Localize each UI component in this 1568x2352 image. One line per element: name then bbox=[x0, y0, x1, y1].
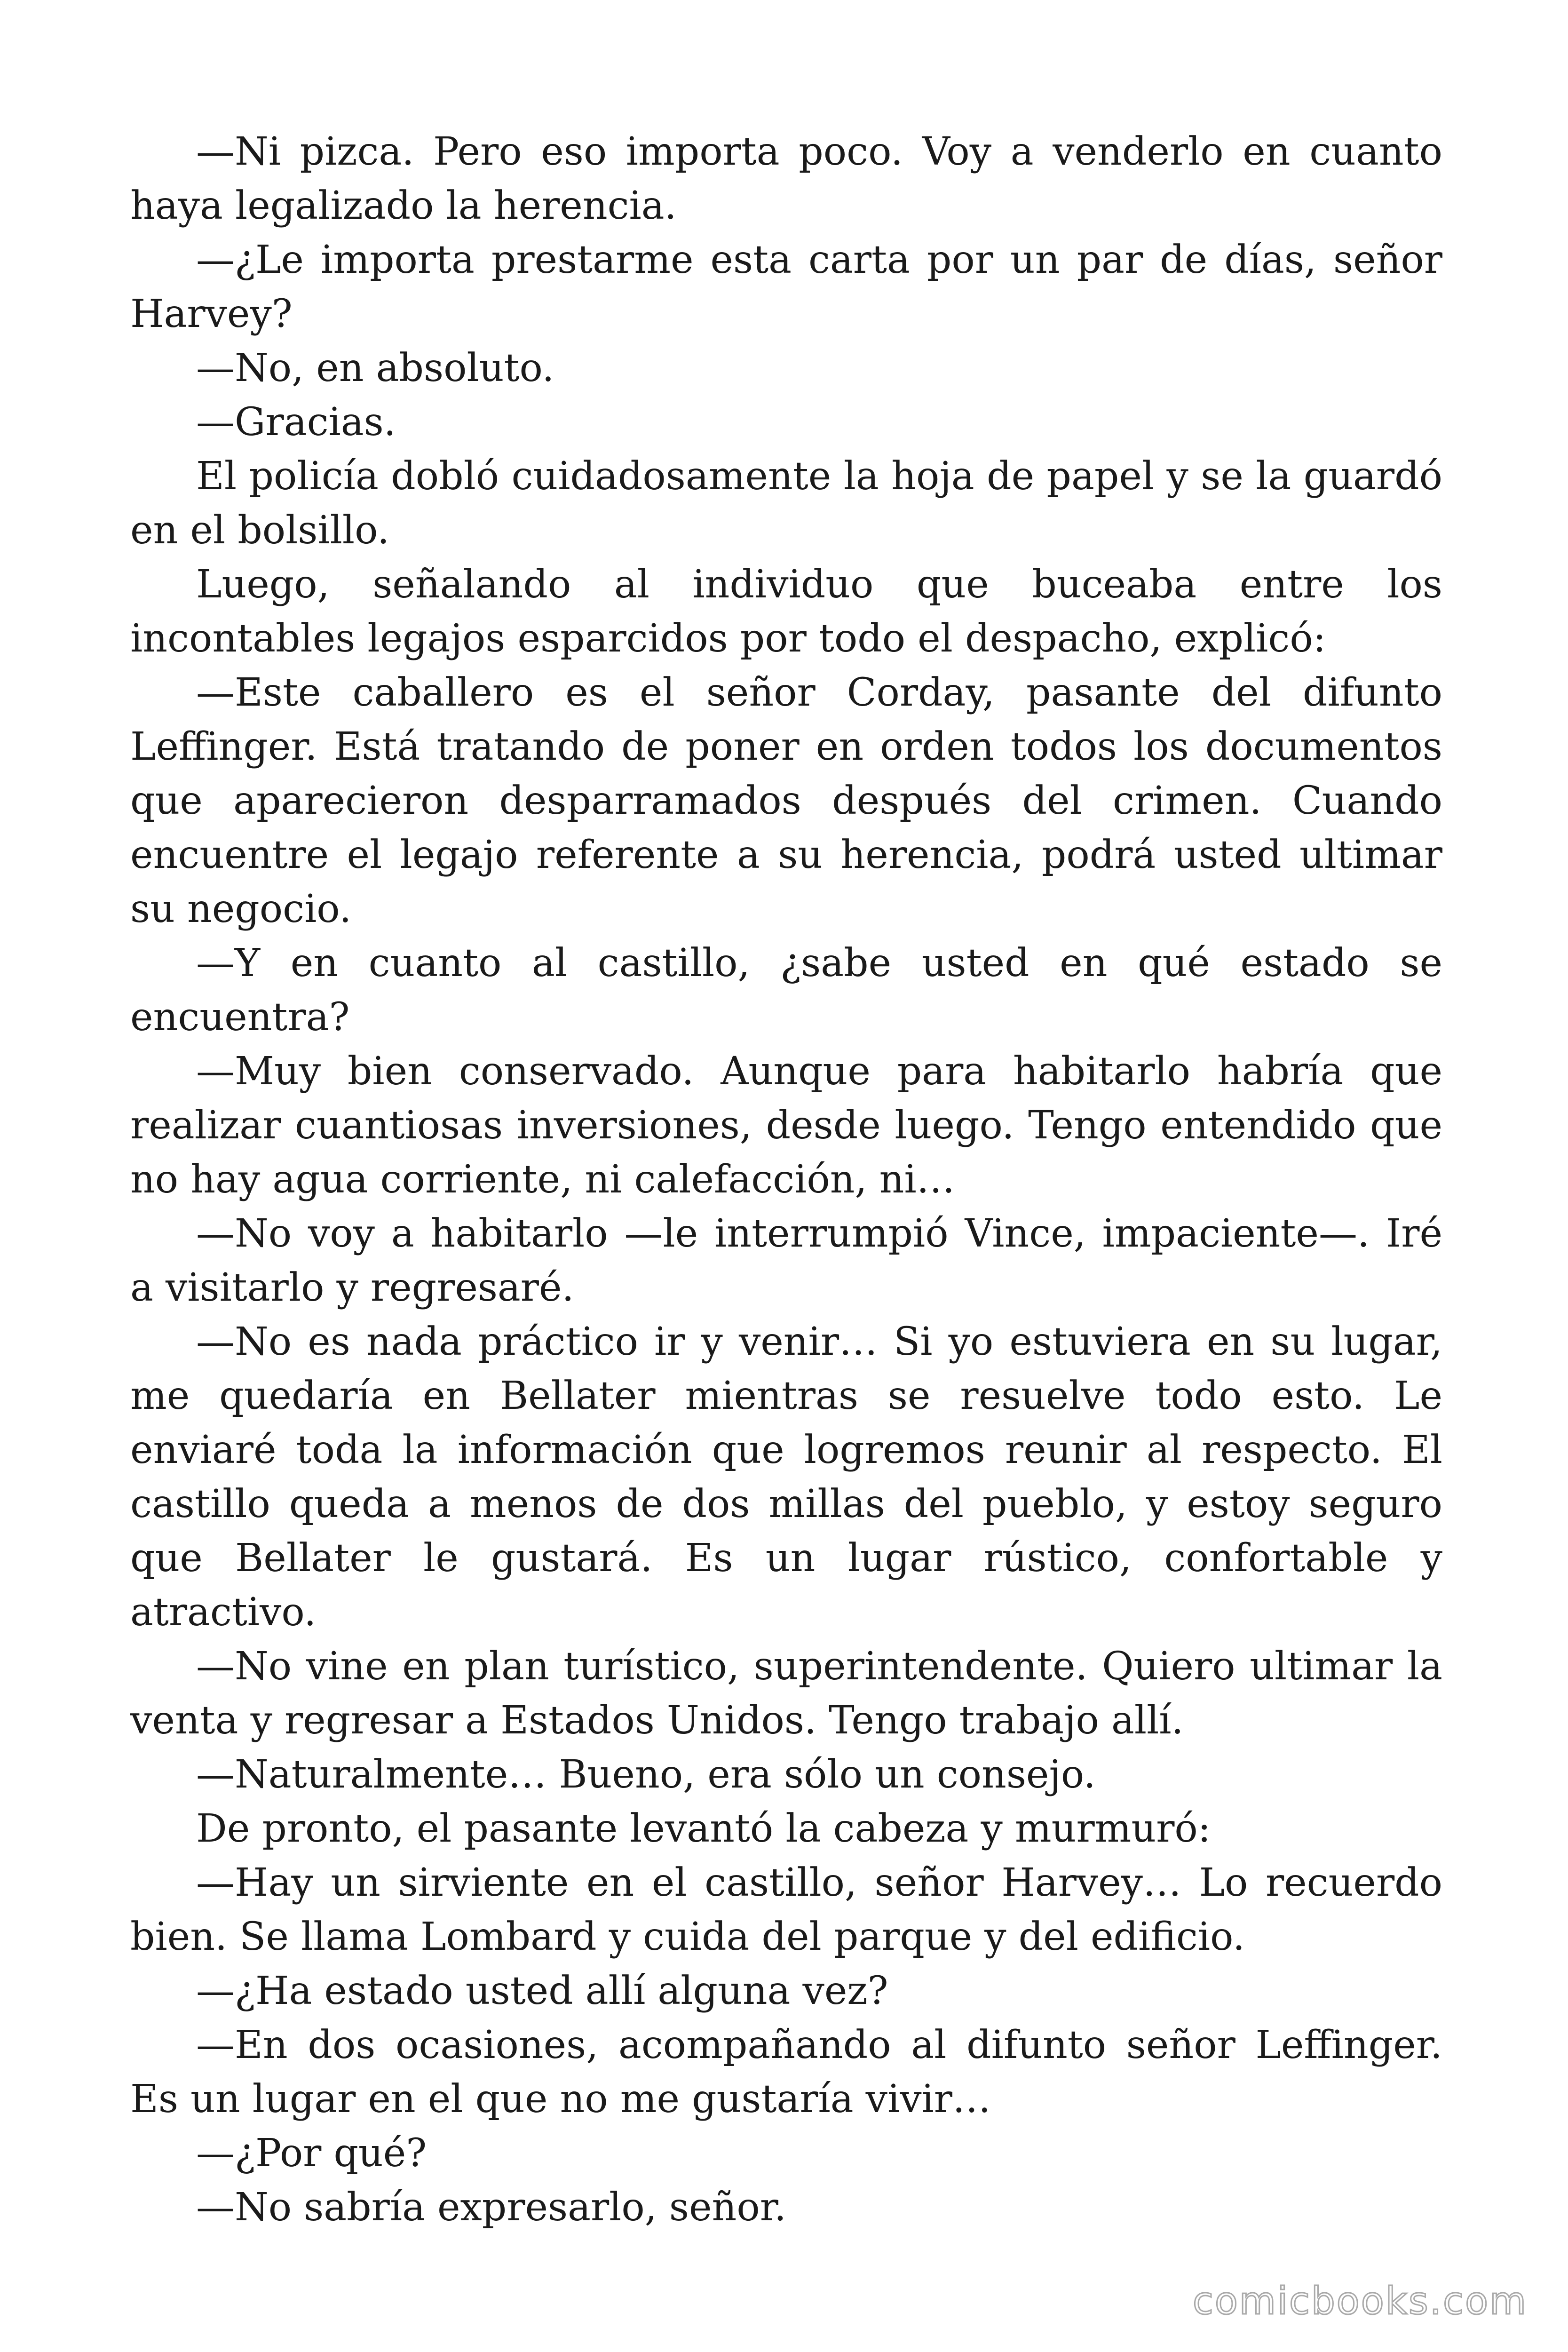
paragraph: —Hay un sirviente en el castillo, señor Harvey… Lo recuerdo bien. Se llama Lombard y cuida del parque y del edificio. bbox=[130, 1860, 1442, 1959]
paragraph: —¿Le importa prestarme esta carta por un par de días, señor Harvey? bbox=[130, 238, 1442, 336]
paragraph: —No es nada práctico ir y venir… Si yo estuviera en su lugar, me quedaría en Bellater mientras se resuelve todo esto. Le enviaré toda la información que logremos reunir al respecto. El castillo queda a menos de dos millas del pueblo, y estoy seguro que Bellater le gustará. Es un lugar rústico, confortable y atractivo. bbox=[130, 1319, 1442, 1635]
paragraph: —No sabría expresarlo, señor. bbox=[196, 2185, 786, 2230]
paragraph: De pronto, el pasante levantó la cabeza y murmuró: bbox=[196, 1806, 1211, 1851]
paragraph: El policía dobló cuidadosamente la hoja de papel y se la guardó en el bolsillo. bbox=[130, 454, 1442, 553]
paragraph: —No voy a habitarlo —le interrumpió Vince, impaciente—. Iré a visitarlo y regresaré. bbox=[130, 1211, 1442, 1310]
book-page-text bbox=[130, 125, 1442, 2234]
paragraph: —Y en cuanto al castillo, ¿sabe usted en qué estado se encuentra? bbox=[130, 941, 1442, 1040]
paragraph: —No, en absoluto. bbox=[196, 346, 554, 390]
paragraph: —¿Ha estado usted allí alguna vez? bbox=[196, 1969, 888, 2013]
paragraph: —Este caballero es el señor Corday, pasante del difunto Leffinger. Está tratando de poner en orden todos los documentos que aparecieron desparramados después del crimen. Cuando encuentre el legajo referente a su herencia, podrá usted ultimar su negocio. bbox=[130, 670, 1442, 931]
paragraph: —Gracias. bbox=[196, 400, 396, 445]
paragraph: —Naturalmente… Bueno, era sólo un consejo. bbox=[196, 1752, 1096, 1797]
paragraph: Luego, señalando al individuo que buceaba entre los incontables legajos esparcidos por todo el despacho, explicó: bbox=[130, 562, 1442, 661]
paragraph: —¿Por qué? bbox=[196, 2131, 427, 2176]
paragraph: —Ni pizca. Pero eso importa poco. Voy a venderlo en cuanto haya legalizado la herencia. bbox=[130, 129, 1442, 228]
paragraph: —En dos ocasiones, acompañando al difunto señor Leffinger. Es un lugar en el que no me gustaría vivir… bbox=[130, 2023, 1442, 2122]
paragraph: —No vine en plan turístico, superintendente. Quiero ultimar la venta y regresar a Estados Unidos. Tengo trabajo allí. bbox=[130, 1644, 1442, 1743]
paragraph: —Muy bien conservado. Aunque para habitarlo habría que realizar cuantiosas inversiones, desde luego. Tengo entendido que no hay agua corriente, ni calefacción, ni… bbox=[130, 1049, 1442, 1202]
watermark: comicbooks.com bbox=[1192, 2279, 1528, 2323]
